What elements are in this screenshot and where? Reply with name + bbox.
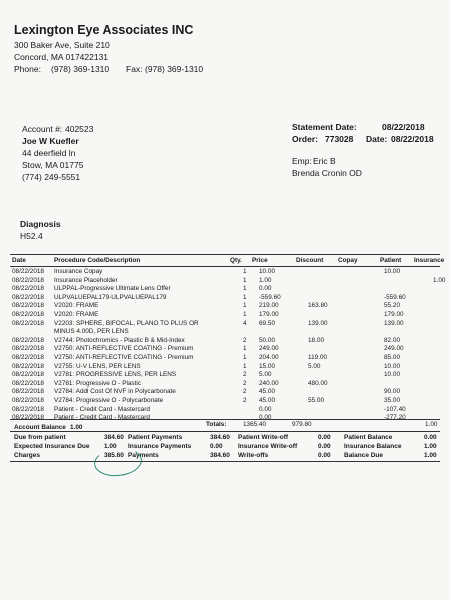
practice-address-line1: 300 Baker Ave, Suite 210 — [14, 40, 110, 50]
cell-date: 08/22/2018 — [12, 362, 44, 370]
handwritten-circle — [93, 446, 144, 479]
summary-mid-label: Patient Payments — [128, 434, 183, 441]
cell-desc: Insurance Placeholder — [54, 276, 118, 284]
table-row — [12, 302, 440, 311]
patient-phone: (774) 249-5551 — [22, 172, 81, 182]
practice-fax: (978) 369-1310 — [145, 64, 204, 74]
table-row — [12, 371, 440, 380]
cell-discount: 163.80 — [308, 302, 328, 310]
cell-price: 249.00 — [259, 345, 279, 353]
cell-qty: 2 — [243, 371, 247, 379]
totals-rule — [10, 419, 440, 420]
summary-far-label: Balance Due — [344, 452, 384, 459]
cell-price: 50.00 — [259, 336, 275, 344]
order-label: Order: — [292, 134, 318, 144]
table-header-rule — [10, 266, 440, 267]
summary-left-label: Expected Insurance Due — [14, 443, 90, 450]
table-row — [12, 363, 440, 372]
table-top-rule — [10, 254, 440, 255]
cell-price: 45.00 — [259, 388, 275, 396]
summary-mid-label: Payments — [128, 452, 159, 459]
cell-discount: 5.00 — [308, 362, 321, 370]
table-row — [12, 311, 440, 320]
cell-price: 5.00 — [259, 371, 272, 379]
summary-left-value: 384.60 — [104, 434, 124, 441]
account-balance-label: Account Balance — [14, 424, 66, 431]
cell-discount: 480.00 — [308, 379, 328, 387]
cell-date: 08/22/2018 — [12, 379, 44, 387]
cell-patient: 10.00 — [384, 362, 400, 370]
header-copay: Copay — [338, 257, 358, 264]
header-description: Procedure Code/Description — [54, 257, 141, 264]
cell-desc: Patient - Credit Card - Mastercard — [54, 405, 150, 413]
summary-left-label: Charges — [14, 452, 41, 459]
summary-bottom-rule — [10, 461, 440, 462]
header-date: Date — [12, 257, 26, 264]
header-patient: Patient — [380, 257, 402, 264]
cell-desc: V2755: U-V LENS, PER LENS — [54, 362, 141, 370]
cell-desc: V2784: Progressive O - Polycarbonate — [54, 397, 164, 404]
summary-far-value: 0.00 — [424, 434, 437, 441]
cell-qty: 1 — [243, 285, 247, 293]
cell-date: 08/22/2018 — [12, 276, 44, 284]
summary-left-label: Due from patient — [14, 434, 66, 441]
cell-price: 204.00 — [259, 354, 279, 361]
cell-date: 08/22/2018 — [12, 397, 44, 404]
cell-date: 08/22/2018 — [12, 371, 44, 379]
cell-qty: 1 — [243, 311, 247, 318]
cell-patient: 90.00 — [384, 388, 400, 396]
account-balance-value: 1.00 — [70, 424, 83, 431]
table-row — [12, 294, 440, 303]
header-insurance: Insurance — [414, 257, 445, 264]
cell-patient: 35.00 — [384, 397, 400, 404]
cell-discount: 139.00 — [308, 319, 328, 327]
cell-desc: Insurance Copay — [54, 268, 103, 275]
cell-date: 08/22/2018 — [12, 319, 44, 327]
cell-desc: V2781: PROGRESSIVE LENS, PER LENS — [54, 371, 177, 379]
table-header — [12, 257, 445, 266]
cell-date: 08/22/2018 — [12, 345, 44, 353]
totals-discount: 979.80 — [292, 421, 312, 428]
totals-price: 1365.40 — [243, 421, 267, 428]
cell-qty: 1 — [243, 276, 247, 284]
cell-patient: -107.40 — [384, 405, 406, 413]
summary-left-value: 385.60 — [104, 452, 124, 459]
summary-mid-value: 0.00 — [210, 443, 223, 450]
practice-name: Lexington Eye Associates INC — [14, 23, 194, 37]
cell-date: 08/22/2018 — [12, 354, 44, 361]
table-row — [12, 380, 440, 389]
patient-street: 44 deerfield ln — [22, 148, 76, 158]
practice-fax-label: Fax: — [126, 64, 143, 74]
doctor-name: Brenda Cronin OD — [292, 168, 362, 178]
cell-desc: V2784: Addl Cost Of NVF in Polycarbonate — [54, 388, 176, 396]
table-row — [12, 406, 440, 415]
practice-address-line2: Concord, MA 017422131 — [14, 52, 109, 62]
summary-far-label: Insurance Balance — [344, 443, 402, 450]
cell-qty: 2 — [243, 388, 247, 396]
cell-desc: ULPPAL-Progressive Ultimate Lens Offer — [54, 285, 171, 293]
summary-far-value: 1.00 — [424, 452, 437, 459]
summary-right-label: Patient Write-off — [238, 434, 289, 441]
cell-desc: V2750: ANTI-REFLECTIVE COATING - Premium — [54, 345, 194, 353]
cell-qty: 2 — [243, 397, 247, 404]
cell-desc: Patient - Credit Card - Mastercard — [54, 414, 150, 422]
cell-patient: 179.00 — [384, 311, 404, 318]
cell-qty: 1 — [243, 268, 247, 275]
cell-date: 08/22/2018 — [12, 414, 44, 422]
cell-price: 179.00 — [259, 311, 279, 318]
totals-label: Totals: — [206, 421, 227, 428]
table-row — [12, 276, 446, 286]
header-price: Price — [252, 257, 268, 264]
summary-far-value: 1.00 — [424, 443, 437, 450]
cell-insurance: 1.00 — [433, 276, 446, 284]
practice-phone: (978) 369-1310 — [51, 64, 110, 74]
header-qty: Qty. — [230, 257, 242, 264]
cell-desc: V2781: Progressive O - Plastic — [54, 379, 142, 387]
cell-price: 0.00 — [259, 405, 272, 413]
table-row — [12, 337, 440, 346]
order-date: 08/22/2018 — [391, 134, 434, 144]
cell-price: 10.00 — [259, 268, 275, 275]
cell-patient: 10.00 — [384, 371, 400, 379]
summary-far-label: Patient Balance — [344, 434, 393, 441]
table-row — [12, 320, 440, 329]
cell-desc: V2020: FRAME — [54, 311, 99, 318]
employee-name: Eric B — [313, 156, 336, 166]
summary-right-value: 0.00 — [318, 443, 331, 450]
totals-insurance: 1.00 — [425, 421, 438, 428]
cell-date: 08/22/2018 — [12, 302, 44, 310]
table-row — [12, 354, 440, 363]
account-label: Account #: — [22, 124, 63, 134]
cell-qty: 1 — [243, 293, 247, 301]
summary-right-label: Insurance Write-off — [238, 443, 298, 450]
cell-price: 0.00 — [259, 285, 272, 293]
table-row — [12, 397, 440, 406]
cell-price: 240.00 — [259, 379, 279, 387]
cell-price: 69.50 — [259, 319, 275, 327]
cell-patient: -559.60 — [384, 293, 406, 301]
cell-desc: V2744: Photochromics - Plastic B & Mid-Index — [54, 336, 185, 344]
summary-mid-label: Insurance Payments — [128, 443, 192, 450]
cell-price: 219.00 — [259, 302, 279, 310]
table-row — [12, 345, 440, 354]
cell-qty: 1 — [243, 354, 247, 361]
diagnosis-heading: Diagnosis — [20, 219, 61, 229]
patient-name: Joe W Kuefler — [22, 136, 79, 146]
cell-discount: 119.00 — [308, 354, 328, 361]
cell-price: -559.60 — [259, 293, 281, 301]
cell-qty: 1 — [243, 302, 247, 310]
summary-mid-value: 384.60 — [210, 434, 230, 441]
employee-label: Emp: — [292, 156, 312, 166]
summary-mid-value: 384.60 — [210, 452, 230, 459]
cell-patient: 82.00 — [384, 336, 400, 344]
summary-left-value: 1.00 — [104, 443, 117, 450]
cell-qty: 1 — [243, 345, 247, 353]
cell-date: 08/22/2018 — [12, 293, 44, 301]
cell-patient: -277.20 — [384, 414, 406, 422]
cell-desc: ULPVALUEPAL179-ULPVALUEPAL179 — [54, 293, 167, 301]
order-number: 773028 — [325, 134, 354, 144]
cell-price: 15.00 — [259, 362, 275, 370]
table-row — [12, 268, 440, 277]
cell-patient: 10.00 — [384, 268, 400, 275]
cell-patient: 55.20 — [384, 302, 400, 310]
statement-date-label: Statement Date: — [292, 122, 357, 132]
table-row-continuation — [12, 328, 440, 337]
account-number: 402523 — [65, 124, 94, 134]
cell-desc: V2203: SPHERE, BIFOCAL, PLANO TO PLUS OR — [54, 319, 199, 327]
cell-patient: 139.00 — [384, 319, 404, 327]
cell-qty: 2 — [243, 336, 247, 344]
cell-date: 08/22/2018 — [12, 336, 44, 344]
cell-date: 08/22/2018 — [12, 388, 44, 396]
cell-patient: 85.00 — [384, 354, 400, 361]
cell-desc-continued: MINUS 4.00D, PER LENS — [54, 328, 129, 336]
cell-discount: 55.00 — [308, 397, 324, 404]
cell-qty: 4 — [243, 319, 247, 327]
summary-right-label: Write-offs — [238, 452, 269, 459]
table-row — [12, 388, 440, 397]
diagnosis-code: H52.4 — [20, 231, 43, 241]
cell-patient: 249.00 — [384, 345, 404, 353]
table-row — [12, 285, 440, 294]
cell-price: 0.00 — [259, 414, 272, 422]
cell-date: 08/22/2018 — [12, 285, 44, 293]
summary-right-value: 0.00 — [318, 434, 331, 441]
cell-desc: V2020: FRAME — [54, 302, 99, 310]
cell-discount: 18.00 — [308, 336, 324, 344]
cell-date: 08/22/2018 — [12, 311, 44, 318]
cell-price: 45.00 — [259, 397, 275, 404]
cell-date: 08/22/2018 — [12, 268, 44, 275]
cell-desc: V2750: ANTI-REFLECTIVE COATING - Premium — [54, 354, 194, 361]
patient-city: Stow, MA 01775 — [22, 160, 84, 170]
summary-top-rule — [10, 431, 440, 432]
cell-qty: 1 — [243, 362, 247, 370]
cell-qty: 2 — [243, 379, 247, 387]
order-date-label: Date: — [366, 134, 388, 144]
statement-date: 08/22/2018 — [382, 122, 425, 132]
cell-date: 08/22/2018 — [12, 405, 44, 413]
header-discount: Discount — [296, 257, 324, 264]
summary-right-value: 0.00 — [318, 452, 331, 459]
cell-price: 1.00 — [259, 276, 272, 284]
practice-phone-label: Phone: — [14, 64, 41, 74]
